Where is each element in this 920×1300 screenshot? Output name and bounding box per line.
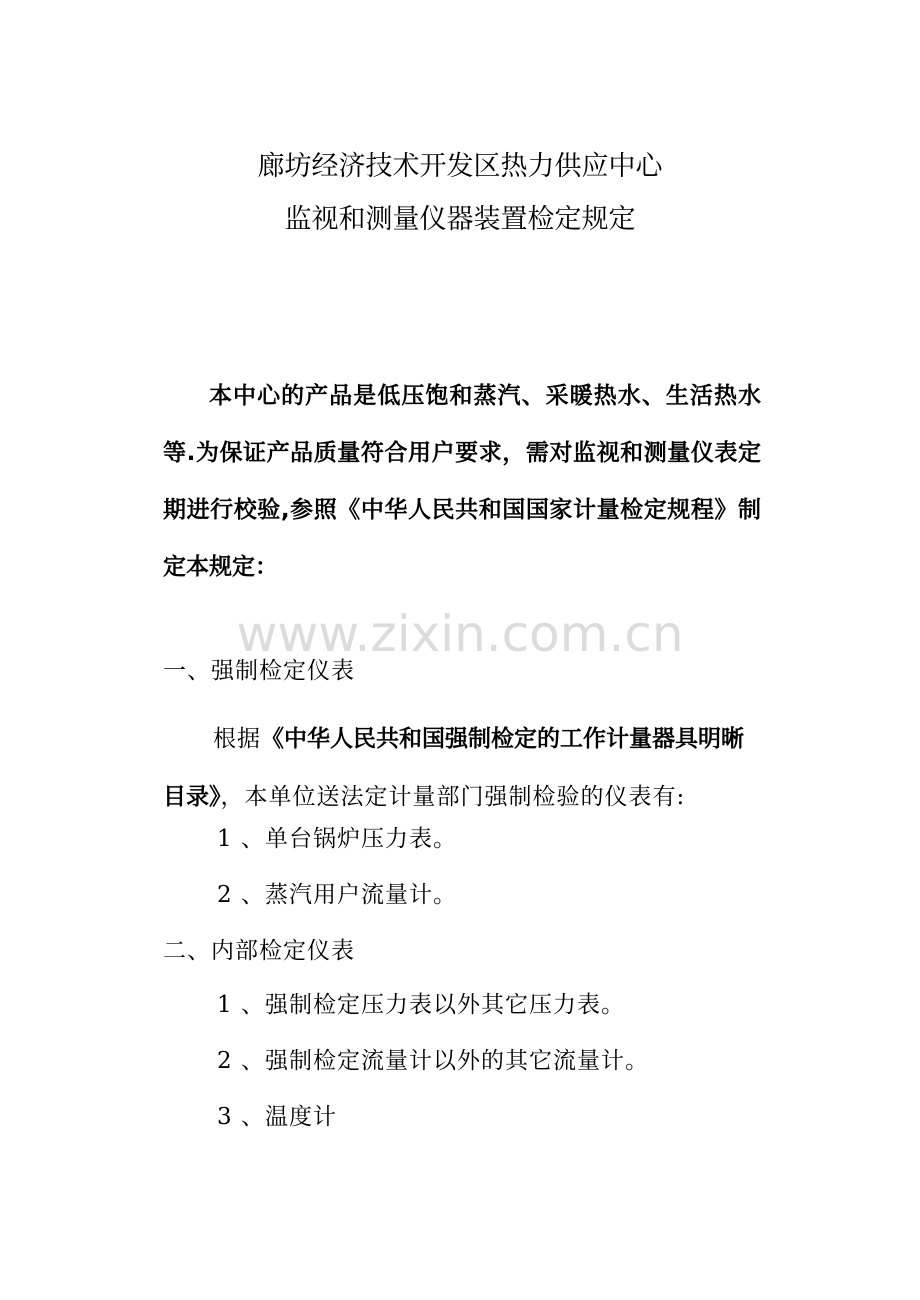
section1-para-bold-reference: 《中华人民共和国强制检定的工作计量器具明晰目录》 [163,726,744,810]
section1-para-prefix: 根据 [213,726,261,752]
document-title-line1: 廊坊经济技术开发区热力供应中心 [257,151,663,182]
section2-item-2: 2 、强制检定流量计以外的其它流量计。 [217,1048,649,1074]
intro-paragraph: 本中心的产品是低压饱和蒸汽、采暖热水、生活热水等.为保证产品质量符合用户要求，需对监视和测量仪表定期进行校验,参照《中华人民共和国国家计量检定规程》制定本规定： [163,383,761,580]
section1-paragraph [163,710,761,826]
section1-item-1: 1 、单台锅炉压力表。 [217,826,457,852]
section2-item-3: 3 、温度计 [217,1104,337,1130]
section1-heading: 一、强制检定仪表 [163,658,355,684]
section1-para-suffix: ，本单位送法定计量部门强制检验的仪表有: [220,784,686,810]
section2-heading: 二、内部检定仪表 [163,938,355,964]
section1-item-2: 2 、蒸汽用户流量计。 [217,882,457,908]
watermark: www.zixin.com.cn [236,605,684,663]
document-title-line2: 监视和测量仪器装置检定规定 [284,204,636,235]
section2-item-1: 1 、强制检定压力表以外其它压力表。 [217,992,625,1018]
